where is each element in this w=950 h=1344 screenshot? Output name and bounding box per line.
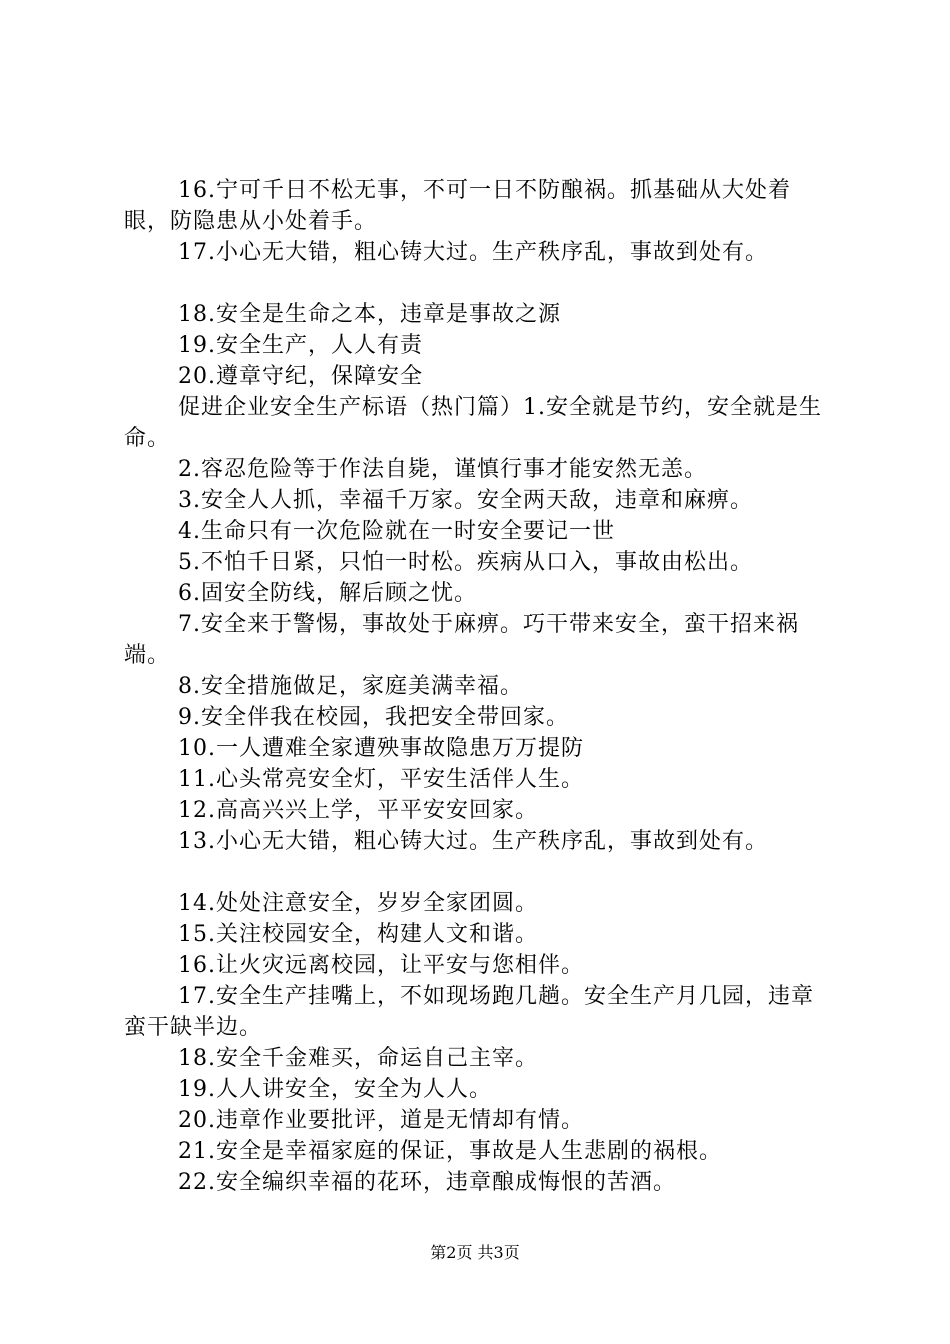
paragraph: 21.安全是幸福家庭的保证，事故是人生悲剧的祸根。 — [178, 1139, 722, 1164]
paragraph: 19.人人讲安全，安全为人人。 — [178, 1077, 492, 1102]
paragraph: 10.一人遭难全家遭殃事故隐患万万提防 — [178, 736, 584, 761]
paragraph: 20.遵章守纪，保障安全 — [178, 364, 423, 389]
paragraph: 18.安全是生命之本，违章是事故之源 — [178, 302, 561, 327]
paragraph: 11.心头常亮安全灯，平安生活伴人生。 — [178, 767, 584, 792]
paragraph: 17.小心无大错，粗心铸大过。生产秩序乱，事故到处有。 — [178, 240, 768, 265]
paragraph: 4.生命只有一次危险就在一时安全要记一世 — [178, 519, 615, 544]
paragraph: 12.高高兴兴上学，平平安安回家。 — [178, 798, 538, 823]
paragraph: 20.违章作业要批评，道是无情却有情。 — [178, 1108, 584, 1133]
paragraph: 2.容忍危险等于作法自毙，谨慎行事才能安然无恙。 — [178, 457, 707, 482]
paragraph: 6.固安全防线，解后顾之忧。 — [178, 581, 477, 606]
paragraph: 13.小心无大错，粗心铸大过。生产秩序乱，事故到处有。 — [178, 829, 768, 854]
paragraph: 16.宁可千日不松无事，不可一日不防酿祸。抓基础从大处着眼，防隐患从小处着手。 — [124, 178, 791, 234]
paragraph: 5.不怕千日紧，只怕一时松。疾病从口入，事故由松出。 — [178, 550, 753, 575]
paragraph: 15.关注校园安全，构建人文和谐。 — [178, 922, 538, 947]
page-footer: 第2页 共3页 — [430, 1243, 520, 1262]
blank-line — [124, 268, 836, 299]
document-body — [124, 175, 836, 1198]
paragraph: 22.安全编织幸福的花环，违章酿成悔恨的苦酒。 — [178, 1170, 676, 1195]
blank-line — [124, 857, 836, 888]
paragraph: 19.安全生产，人人有责 — [178, 333, 423, 358]
paragraph: 促进企业安全生产标语（热门篇）1.安全就是节约，安全就是生命。 — [124, 395, 822, 451]
paragraph: 16.让火灾远离校园，让平安与您相伴。 — [178, 953, 584, 978]
paragraph: 18.安全千金难买，命运自己主宰。 — [178, 1046, 538, 1071]
paragraph: 14.处处注意安全，岁岁全家团圆。 — [178, 891, 538, 916]
paragraph: 8.安全措施做足，家庭美满幸福。 — [178, 674, 523, 699]
paragraph: 7.安全来于警惕，事故处于麻痹。巧干带来安全，蛮干招来祸端。 — [124, 612, 799, 668]
paragraph: 9.安全伴我在校园，我把安全带回家。 — [178, 705, 569, 730]
paragraph: 3.安全人人抓，幸福千万家。安全两天敌，违章和麻痹。 — [178, 488, 753, 513]
paragraph: 17.安全生产挂嘴上，不如现场跑几趟。安全生产月几园，违章蛮干缺半边。 — [124, 984, 814, 1040]
